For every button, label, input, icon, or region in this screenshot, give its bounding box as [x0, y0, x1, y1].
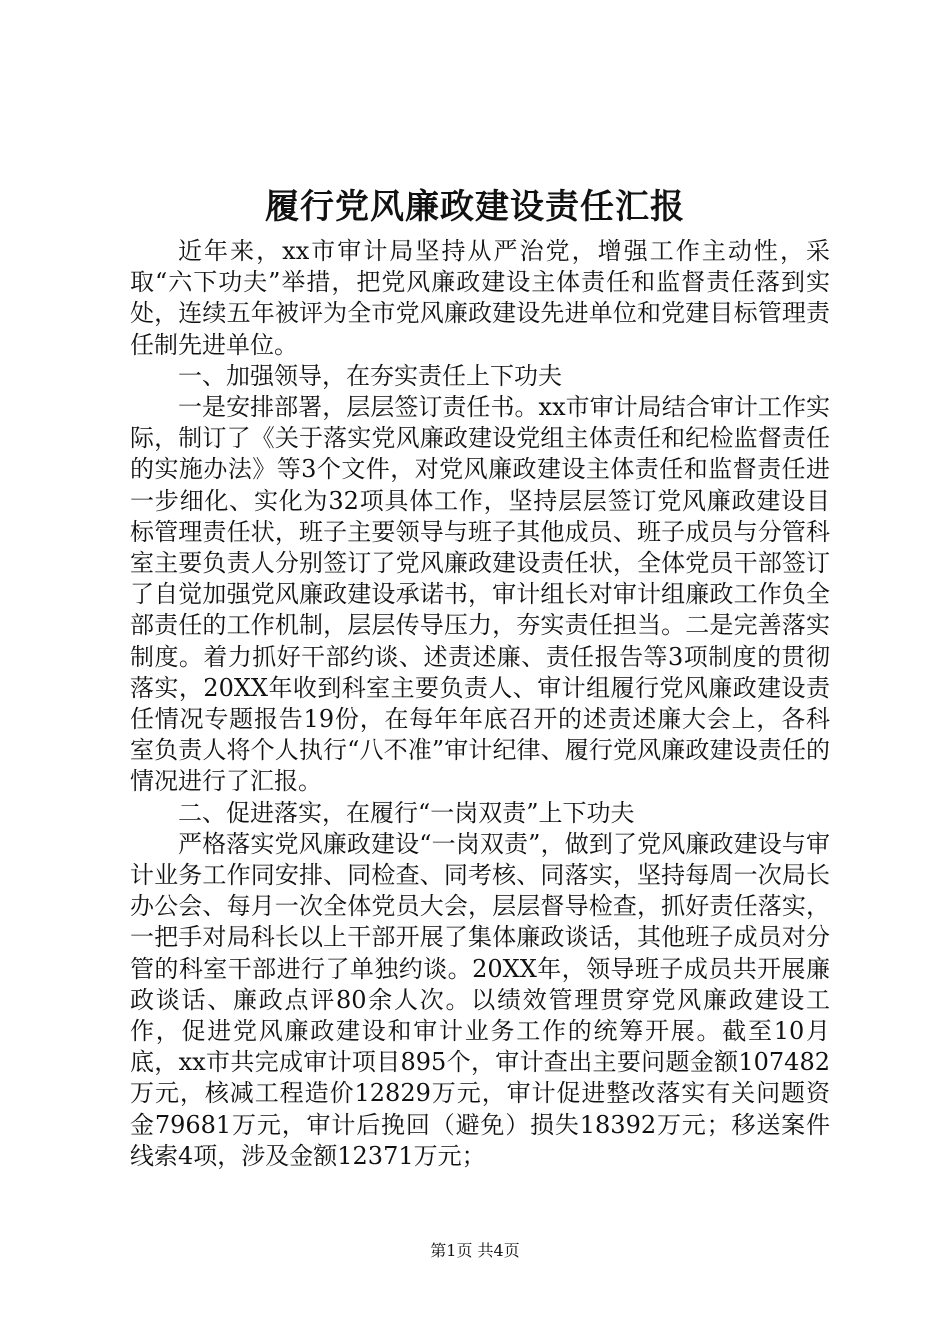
section-heading-1: 一、加强领导，在夯实责任上下功夫	[178, 361, 562, 390]
page-number-footer: 第1页 共4页	[430, 1241, 520, 1260]
document-title: 履行党风廉政建设责任汇报	[265, 187, 685, 227]
section-heading-2: 二、促进落实，在履行“一岗双责”上下功夫	[178, 798, 635, 827]
paragraph-section-1: 一是安排部署，层层签订责任书。xx市审计局结合审计工作实际，制订了《关于落实党风廉政建设党组主体责任和纪检监督责任的实施办法》等3个文件，对党风廉政建设主体责任和监督责任进一步细化、实化为32项具体工作，坚持层层签订党风廉政建设目标管理责任状，班子主要领导与班子其他成员、班子成员与分管科室主要负责人分别签订了党风廉政建设责任状，全体党员干部签订了自觉加强党风廉政建设承诺书，审计组长对审计组廉政工作负全部责任的工作机制，层层传导压力，夯实责任担当。二是完善落实制度。着力抓好干部约谈、述责述廉、责任报告等3项制度的贯彻落实，20XX年收到科室主要负责人、审计组履行党风廉政建设责任情况专题报告19份，在每年年底召开的述责述廉大会上，各科室负责人将个人执行“八不准”审计纪律、履行党风廉政建设责任的情况进行了汇报。	[130, 393, 830, 796]
paragraph-section-2: 严格落实党风廉政建设“一岗双责”，做到了党风廉政建设与审计业务工作同安排、同检查、同考核、同落实，坚持每周一次局长办公会、每月一次全体党员大会，层层督导检查，抓好责任落实，一把手对局科长以上干部开展了集体廉政谈话，其他班子成员对分管的科室干部进行了单独约谈。20XX年，领导班子成员共开展廉政谈话、廉政点评80余人次。以绩效管理贯穿党风廉政建设工作，促进党风廉政建设和审计业务工作的统筹开展。截至10月底，xx市共完成审计项目895个，审计查出主要问题金额107482万元，核减工程造价12829万元，审计促进整改落实有关问题资金79681万元，审计后挽回（避免）损失18392万元；移送案件线索4项，涉及金额12371万元；	[130, 829, 830, 1170]
paragraph-intro: 近年来，xx市审计局坚持从严治党，增强工作主动性，采取“六下功夫”举措，把党风廉政建设主体责任和监督责任落到实处，连续五年被评为全市党风廉政建设先进单位和党建目标管理责任制先进单位。	[130, 237, 830, 359]
document-body	[130, 236, 830, 1172]
